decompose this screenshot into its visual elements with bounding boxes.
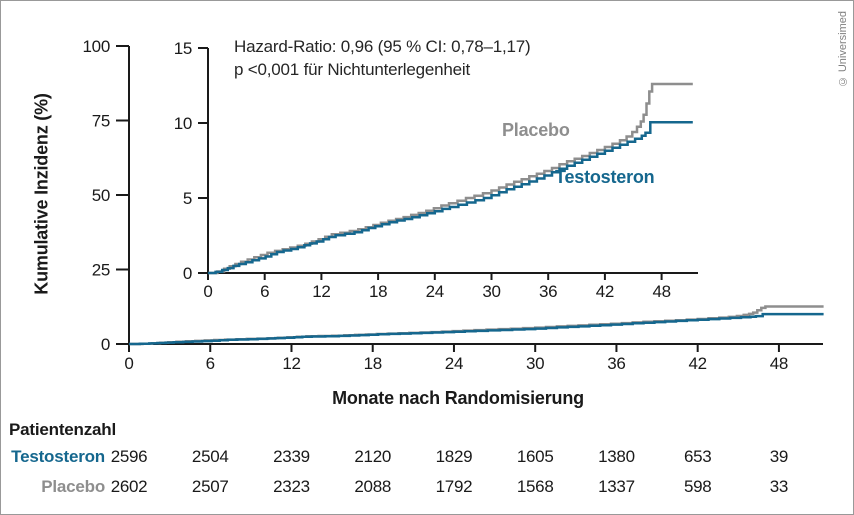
risk-table-title: Patientenzahl xyxy=(9,420,116,439)
main-plot-y-tick-label: 0 xyxy=(100,335,110,354)
inset-plot-x-tick-label: 0 xyxy=(203,282,213,301)
copyright-notice: © Universimed xyxy=(837,11,849,88)
inset-plot-y-tick-label: 0 xyxy=(182,264,192,283)
inset-plot-x-tick-label: 24 xyxy=(425,282,444,301)
testosteron-series-label: Testosteron xyxy=(555,167,655,187)
risk-value: 2602 xyxy=(110,477,148,496)
risk-value: 2323 xyxy=(273,477,310,496)
risk-value: 1829 xyxy=(435,447,473,466)
risk-row-label: Testosteron xyxy=(11,447,105,466)
risk-value: 2120 xyxy=(354,447,392,466)
placebo-series-label: Placebo xyxy=(502,120,570,140)
inset-plot-x-tick-label: 42 xyxy=(595,282,615,301)
inset-plot-x-tick-label: 36 xyxy=(539,282,558,301)
annotation-line-1: Hazard-Ratio: 0,96 (95 % CI: 0,78–1,17) xyxy=(234,37,531,56)
inset-plot-axes xyxy=(208,48,698,273)
main-plot-x-tick-label: 0 xyxy=(124,354,134,373)
risk-value: 39 xyxy=(769,447,789,466)
risk-row-testosteron xyxy=(1,447,854,469)
inset-plot-y-tick-label: 5 xyxy=(182,189,192,208)
risk-value: 1605 xyxy=(516,447,554,466)
main-plot-x-tick-label: 48 xyxy=(769,354,789,373)
main-plot-x-tick-label: 42 xyxy=(688,354,707,373)
main-plot-y-tick-label: 50 xyxy=(91,186,110,205)
risk-value: 598 xyxy=(683,477,712,496)
main-plot-y-tick-label: 100 xyxy=(82,37,110,56)
inset-plot-x-tick-label: 12 xyxy=(312,282,331,301)
risk-row-label: Placebo xyxy=(41,477,105,496)
main-plot-x-tick-label: 30 xyxy=(526,354,545,373)
hazard-ratio-annotation xyxy=(234,35,530,81)
risk-value: 1337 xyxy=(598,477,635,496)
main-plot-x-tick-label: 36 xyxy=(607,354,626,373)
risk-row-placebo xyxy=(1,477,854,499)
main-plot-y-tick-label: 25 xyxy=(91,260,110,280)
main-plot-x-tick-label: 6 xyxy=(205,354,215,373)
risk-value: 2088 xyxy=(354,477,392,496)
main-plot-y-tick-label: 75 xyxy=(91,111,110,131)
inset-plot-y-tick-label: 15 xyxy=(173,39,192,58)
risk-value: 1568 xyxy=(516,477,554,496)
x-axis-title: Monate nach Randomisierung xyxy=(332,388,584,408)
inset-plot-y-tick-label: 10 xyxy=(173,114,192,133)
main-plot-x-tick-label: 24 xyxy=(444,354,464,373)
risk-value: 33 xyxy=(769,477,789,496)
risk-value: 2504 xyxy=(191,447,229,466)
annotation-line-2: p <0,001 für Nichtunterlegenheit xyxy=(234,60,471,79)
risk-value: 2596 xyxy=(110,447,148,466)
risk-value: 1792 xyxy=(435,477,473,496)
inset-plot-x-tick-label: 18 xyxy=(368,282,388,301)
main-plot-series-placebo xyxy=(129,307,824,345)
inset-plot-x-tick-label: 30 xyxy=(482,282,501,301)
y-axis-title: Kumulative Inzidenz (%) xyxy=(31,93,52,295)
main-plot-x-tick-label: 18 xyxy=(363,354,382,373)
risk-value: 2507 xyxy=(191,477,229,496)
inset-plot-x-tick-label: 6 xyxy=(260,282,270,301)
risk-value: 2339 xyxy=(273,447,310,466)
main-plot-x-tick-label: 12 xyxy=(282,354,301,373)
risk-value: 653 xyxy=(683,447,712,466)
risk-value: 1380 xyxy=(598,447,635,466)
inset-plot-x-tick-label: 48 xyxy=(652,282,671,301)
